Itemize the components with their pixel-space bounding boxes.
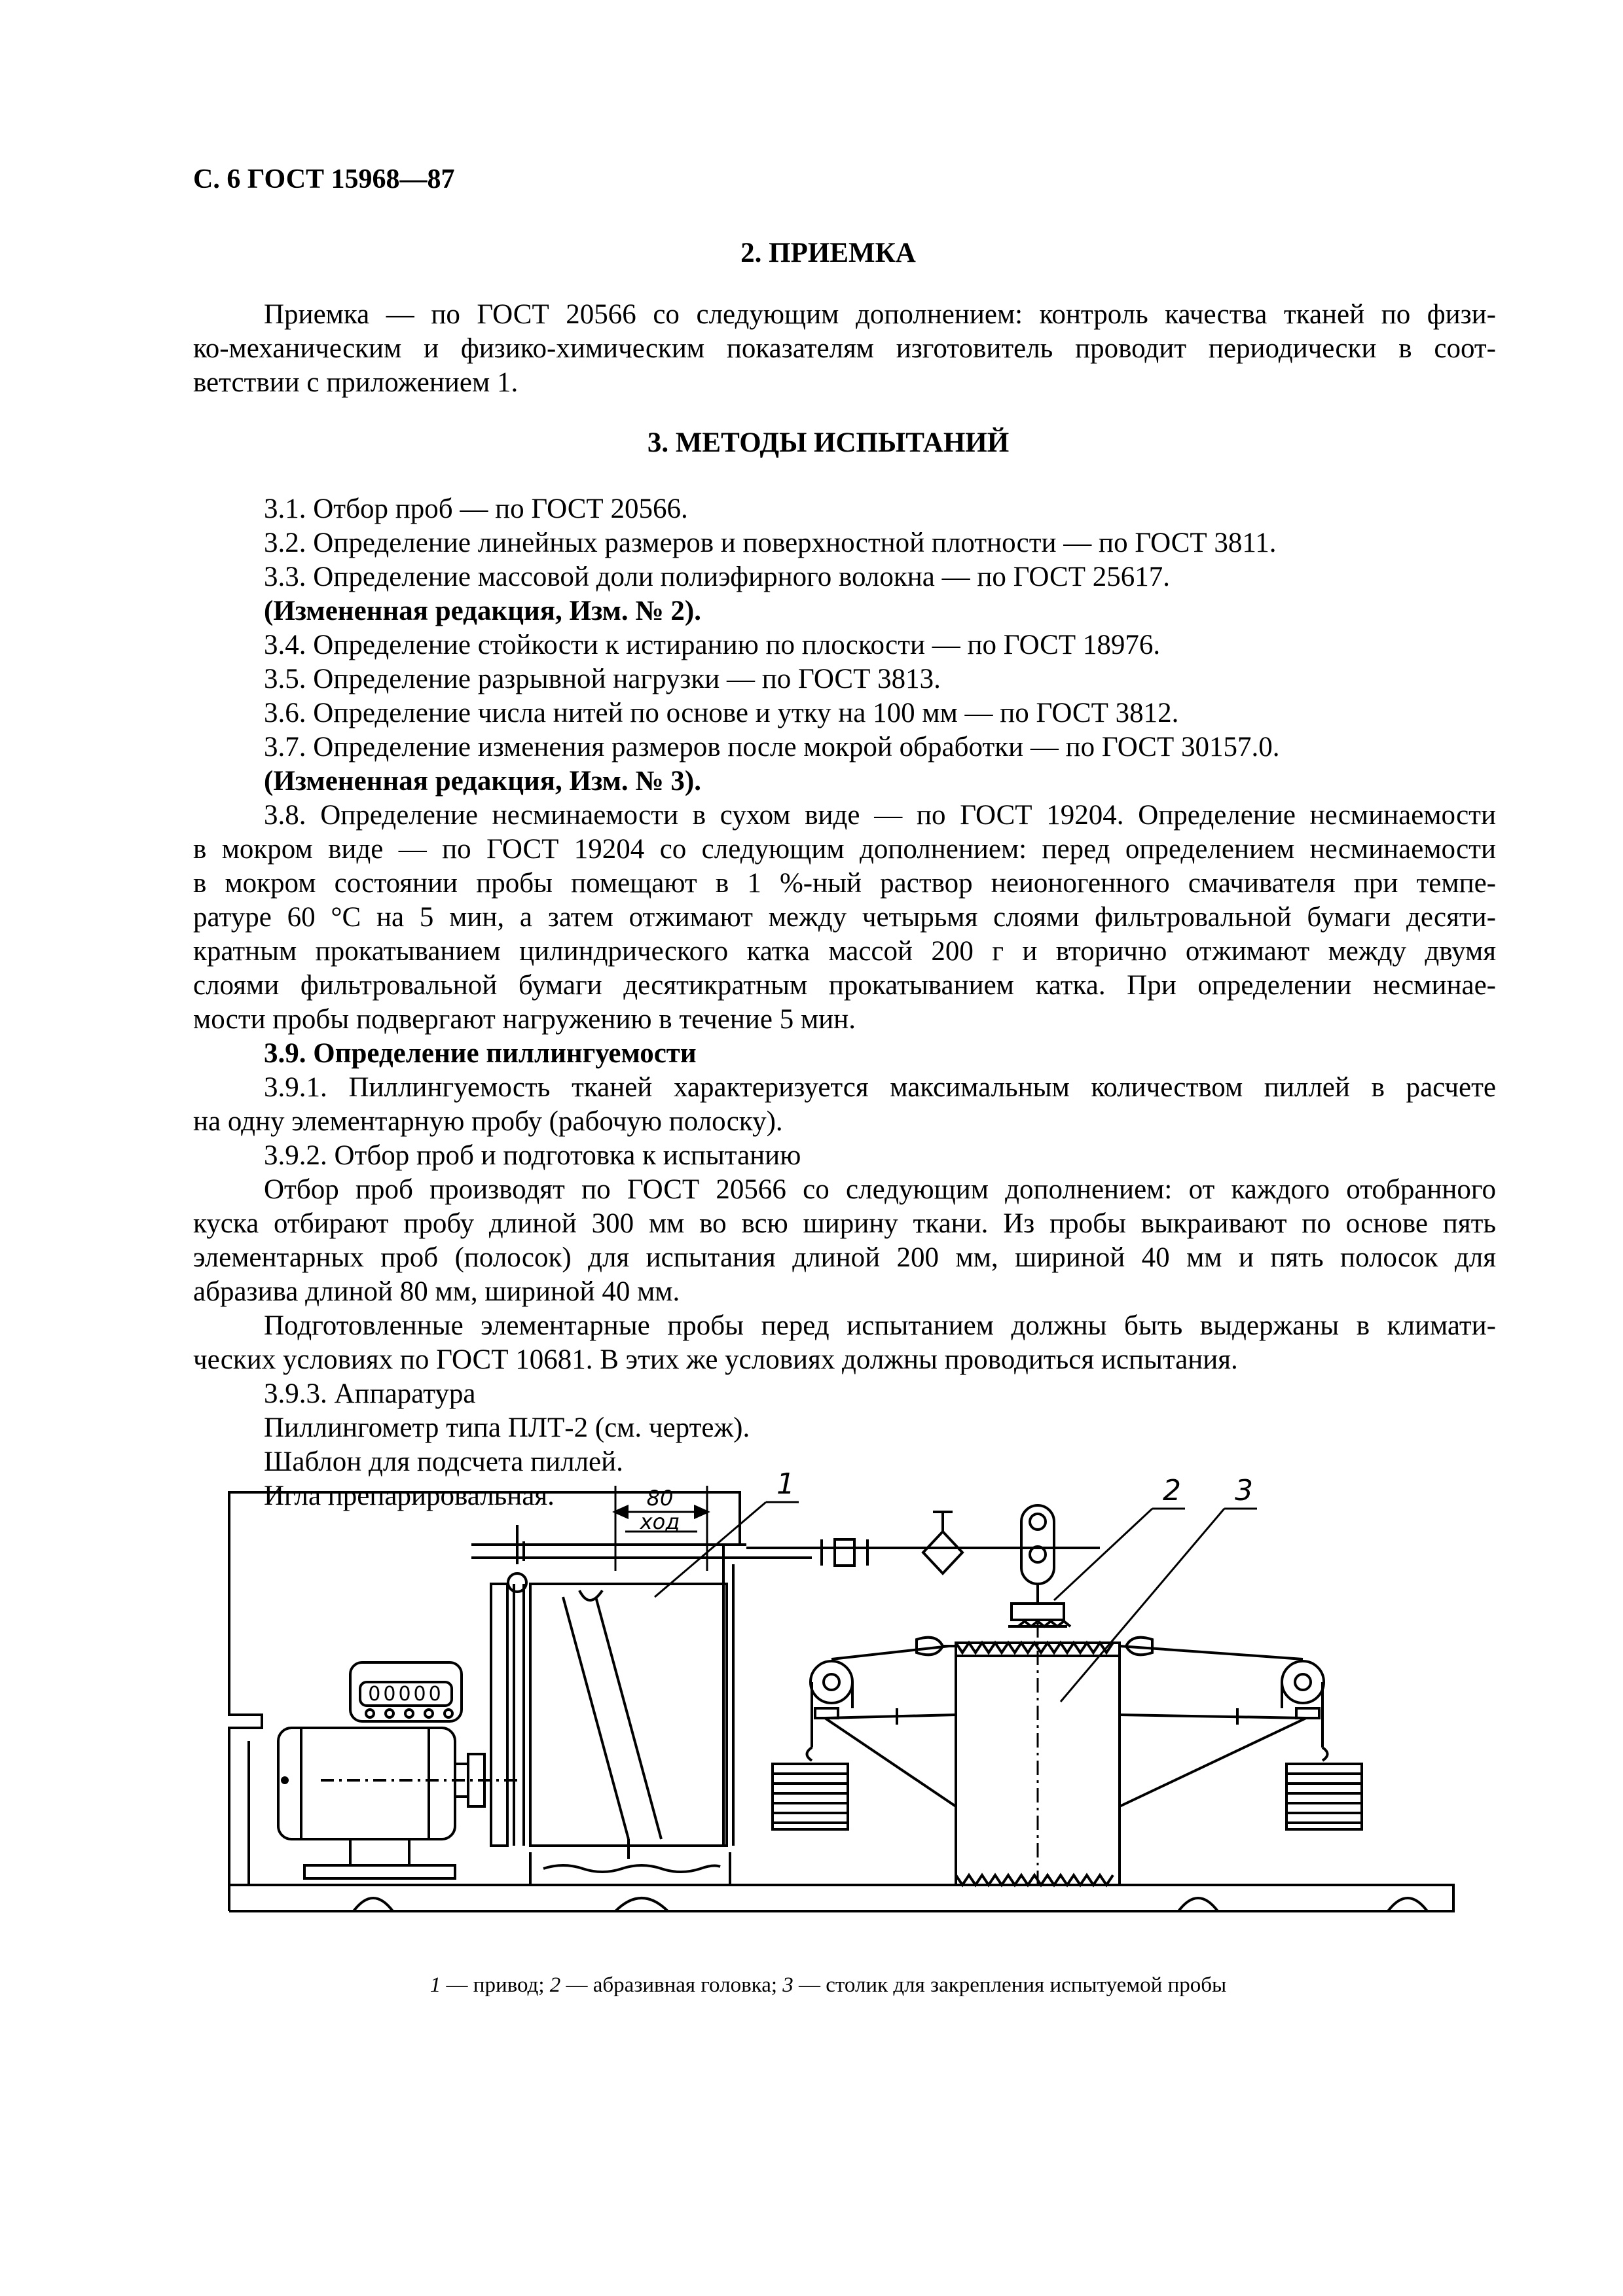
callout-3: 3	[1235, 1474, 1253, 1507]
caption-text-2: — абразивная головка;	[560, 1973, 783, 1997]
counter	[350, 1662, 462, 1721]
conditioning-paragraph	[193, 1309, 1496, 1377]
paragraph-line: ветствии с приложением 1.	[193, 367, 519, 398]
section-2-title: 2. ПРИЕМКА	[740, 238, 916, 268]
caption-number-2: 2	[549, 1973, 561, 1997]
item-3-7: 3.7. Определение изменения размеров после мокрой обработки — по ГОСТ 30157.0.	[264, 732, 1280, 762]
caption-number-3: 3	[782, 1973, 793, 1997]
section-3-body	[193, 492, 1496, 1513]
section-2-paragraph	[193, 298, 1496, 400]
item-3-8	[193, 798, 1496, 1037]
paragraph-line: на одну элементарную пробу (рабочую полоску).	[193, 1106, 783, 1137]
paragraph-line: 3.9.1. Пиллингуемость тканей характеризуется максимальным количеством пиллей в расчете	[264, 1072, 1496, 1103]
paragraph-line: мости пробы подвергают нагружению в течение 5 мин.	[193, 1004, 856, 1035]
apparatus-item: Шаблон для подсчета пиллей.	[264, 1446, 623, 1477]
dimension-value: 80	[646, 1486, 674, 1511]
item-3-1: 3.1. Отбор проб — по ГОСТ 20566.	[264, 493, 688, 524]
drive-mechanism	[471, 1525, 746, 1885]
item-3-4: 3.4. Определение стойкости к истиранию по плоскости — по ГОСТ 18976.	[264, 630, 1161, 660]
left-tension-assembly	[773, 1638, 956, 1829]
paragraph-line: ратуре 60 °С на 5 мин, а затем отжимают между четырьмя слоями фильтровальной бумаги десяти-	[193, 902, 1496, 933]
sampling-paragraph	[193, 1173, 1496, 1309]
amendment-note-3: (Измененная редакция, Изм. № 3).	[264, 766, 701, 797]
caption-text-1: — привод;	[441, 1973, 550, 1997]
paragraph-line: Отбор проб производят по ГОСТ 20566 со следующим дополнением: от каждого отобранного	[264, 1174, 1496, 1205]
paragraph-line: в мокром виде — по ГОСТ 19204 со следующим дополнением: перед определением несминаемости	[193, 834, 1496, 865]
apparatus-item: Пиллингометр типа ПЛТ-2 (см. чертеж).	[264, 1412, 750, 1443]
callout-1: 1	[776, 1467, 795, 1501]
abrasive-head	[1008, 1505, 1070, 1626]
section-3-title: 3. МЕТОДЫ ИСПЫТАНИЙ	[647, 427, 1010, 458]
paragraph-line: куска отбирают пробу длиной 300 мм во всю ширину ткани. Из пробы выкраивают по основе пять	[193, 1208, 1496, 1239]
amendment-note-2: (Измененная редакция, Изм. № 2).	[264, 596, 701, 626]
pilling-tester-drawing	[223, 1466, 1467, 1937]
item-3-9-1	[193, 1071, 1496, 1139]
dimension-label: ход	[640, 1509, 680, 1534]
paragraph-line: ко-механическим и физико-химическим показателям изготовитель проводит периодически в соот-	[193, 333, 1496, 364]
counter-digits: 00000	[368, 1683, 444, 1706]
caption-text-3: — столик для закрепления испытуемой пробы	[793, 1973, 1227, 1997]
item-3-9-3: 3.9.3. Аппаратура	[264, 1378, 476, 1409]
paragraph-line: Подготовленные элементарные пробы перед испытанием должны быть выдержаны в климати-	[264, 1310, 1496, 1341]
transmission	[746, 1512, 1100, 1573]
item-3-2: 3.2. Определение линейных размеров и поверхностной плотности — по ГОСТ 3811.	[264, 528, 1277, 558]
item-3-9-2: 3.9.2. Отбор проб и подготовка к испытанию	[264, 1140, 801, 1171]
item-3-3: 3.3. Определение массовой доли полиэфирного волокна — по ГОСТ 25617.	[264, 562, 1170, 592]
paragraph-line: слоями фильтровальной бумаги десятикратным прокатыванием катка. При определении несминае-	[193, 970, 1496, 1001]
item-3-6: 3.6. Определение числа нитей по основе и утку на 100 мм — по ГОСТ 3812.	[264, 698, 1179, 728]
paragraph-line: Приемка — по ГОСТ 20566 со следующим дополнением: контроль качества тканей по физи-	[264, 299, 1496, 330]
paragraph-line: ческих условиях по ГОСТ 10681. В этих же условиях должны проводиться испытания.	[193, 1344, 1238, 1375]
callout-2: 2	[1163, 1474, 1181, 1507]
right-tension-assembly	[1120, 1638, 1362, 1829]
caption-number-1: 1	[429, 1973, 441, 1997]
paragraph-line: абразива длиной 80 мм, шириной 40 мм.	[193, 1276, 680, 1307]
apparatus-item: Игла препарировальная.	[264, 1480, 555, 1511]
item-3-5: 3.5. Определение разрывной нагрузки — по ГОСТ 3813.	[264, 664, 941, 694]
item-3-9-title: 3.9. Определение пиллингуемости	[264, 1038, 697, 1069]
figure-caption	[193, 1973, 1463, 1998]
page-header: С. 6 ГОСТ 15968—87	[193, 164, 455, 194]
paragraph-line: в мокром состоянии пробы помещают в 1 %-ный раствор неионогенного смачивателя при темпе-	[193, 868, 1496, 899]
paragraph-line: 3.8. Определение несминаемости в сухом виде — по ГОСТ 19204. Определение несминаемости	[264, 800, 1496, 831]
motor	[278, 1728, 530, 1878]
paragraph-line: элементарных проб (полосок) для испытания длиной 200 мм, шириной 40 мм и пять полосок для	[193, 1242, 1496, 1273]
paragraph-line: кратным прокатыванием цилиндрического катка массой 200 г и вторично отжимают между двумя	[193, 936, 1496, 967]
